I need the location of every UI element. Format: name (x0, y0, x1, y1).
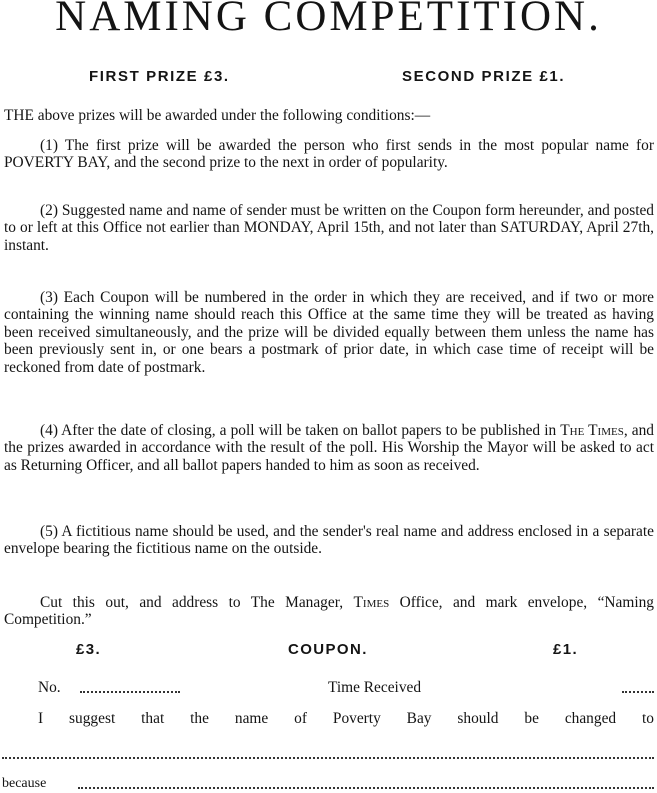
condition-5: (5) A fictitious name should be used, and the sender's real name and address enclosed in a separate envelope bearing the fictitious name on the outside. (4, 523, 654, 558)
prize-header (0, 68, 657, 88)
condition-4-text-a: (4) After the date of closing, a poll will be taken on ballot papers to be published in (40, 422, 561, 439)
condition-2-text-a: (2) Suggested name and name of sender must be written on the Coupon form hereunder, and posted to or left at this Office not earlier than (4, 202, 654, 237)
condition-1 (4, 137, 654, 172)
mailing-instructions (4, 594, 654, 629)
condition-4-text-b: , and the prizes awarded in accordance with the result of the poll. His Worship the Mayor will be asked to act as Returning Officer, and all ballot papers handed to him as soon as received. (4, 422, 654, 474)
condition-2-date-start: MONDAY (243, 219, 310, 237)
condition-2-text-c: , April 27th, instant. (4, 219, 655, 254)
condition-2-text-b: , April 15th, and not later than (309, 219, 501, 237)
condition-1-place: POVERTY BAY (4, 154, 107, 172)
intro-paragraph: THE above prizes will be awarded under the following conditions:— (4, 107, 431, 124)
suggestion-line: I suggest that the name of Poverty Bay should be changed to (38, 710, 654, 727)
coupon-first-prize: £3. (76, 641, 102, 658)
coupon-header (0, 641, 657, 661)
condition-1-text-b: , and the second prize to the next in order of popularity. (106, 154, 448, 172)
newspaper-name: The Times (560, 422, 624, 439)
condition-3: (3) Each Coupon will be numbered in the order in which they are received, and if two or more containing the winning name should reach this Office at the same time they will be treated as having been received simultaneously, and the prize will be divided equally between them unless the name has been previously sent in, or one bears a postmark of prior date, in which case time of receipt will be reckoned from date of postmark. (4, 289, 654, 376)
instructions-text-b: Office, and mark envelope, “Naming Competition.” (4, 594, 654, 629)
condition-4 (4, 422, 654, 474)
page-title: NAMING COMPETITION. (55, 0, 602, 40)
condition-1-text-a: (1) The first prize will be awarded the person who first sends in the most popular name for (40, 137, 654, 154)
second-prize-label: SECOND PRIZE £1. (402, 68, 566, 85)
coupon-title: COUPON. (288, 641, 368, 658)
coupon-second-prize: £1. (553, 641, 579, 658)
first-prize-label: FIRST PRIZE £3. (89, 68, 230, 85)
condition-2-date-end: SATURDAY (500, 219, 580, 237)
coupon-number-label: No. (38, 679, 61, 696)
time-received-field[interactable] (622, 691, 654, 693)
time-received-label: Time Received (328, 679, 422, 696)
instructions-text-a: Cut this out, and address to The Manager, (40, 594, 354, 611)
because-label: because (2, 776, 47, 791)
suggested-name-field[interactable] (2, 757, 654, 759)
condition-2 (4, 202, 654, 254)
coupon-number-field[interactable] (80, 691, 180, 693)
because-field[interactable] (78, 787, 654, 789)
office-name: Times (353, 594, 390, 611)
